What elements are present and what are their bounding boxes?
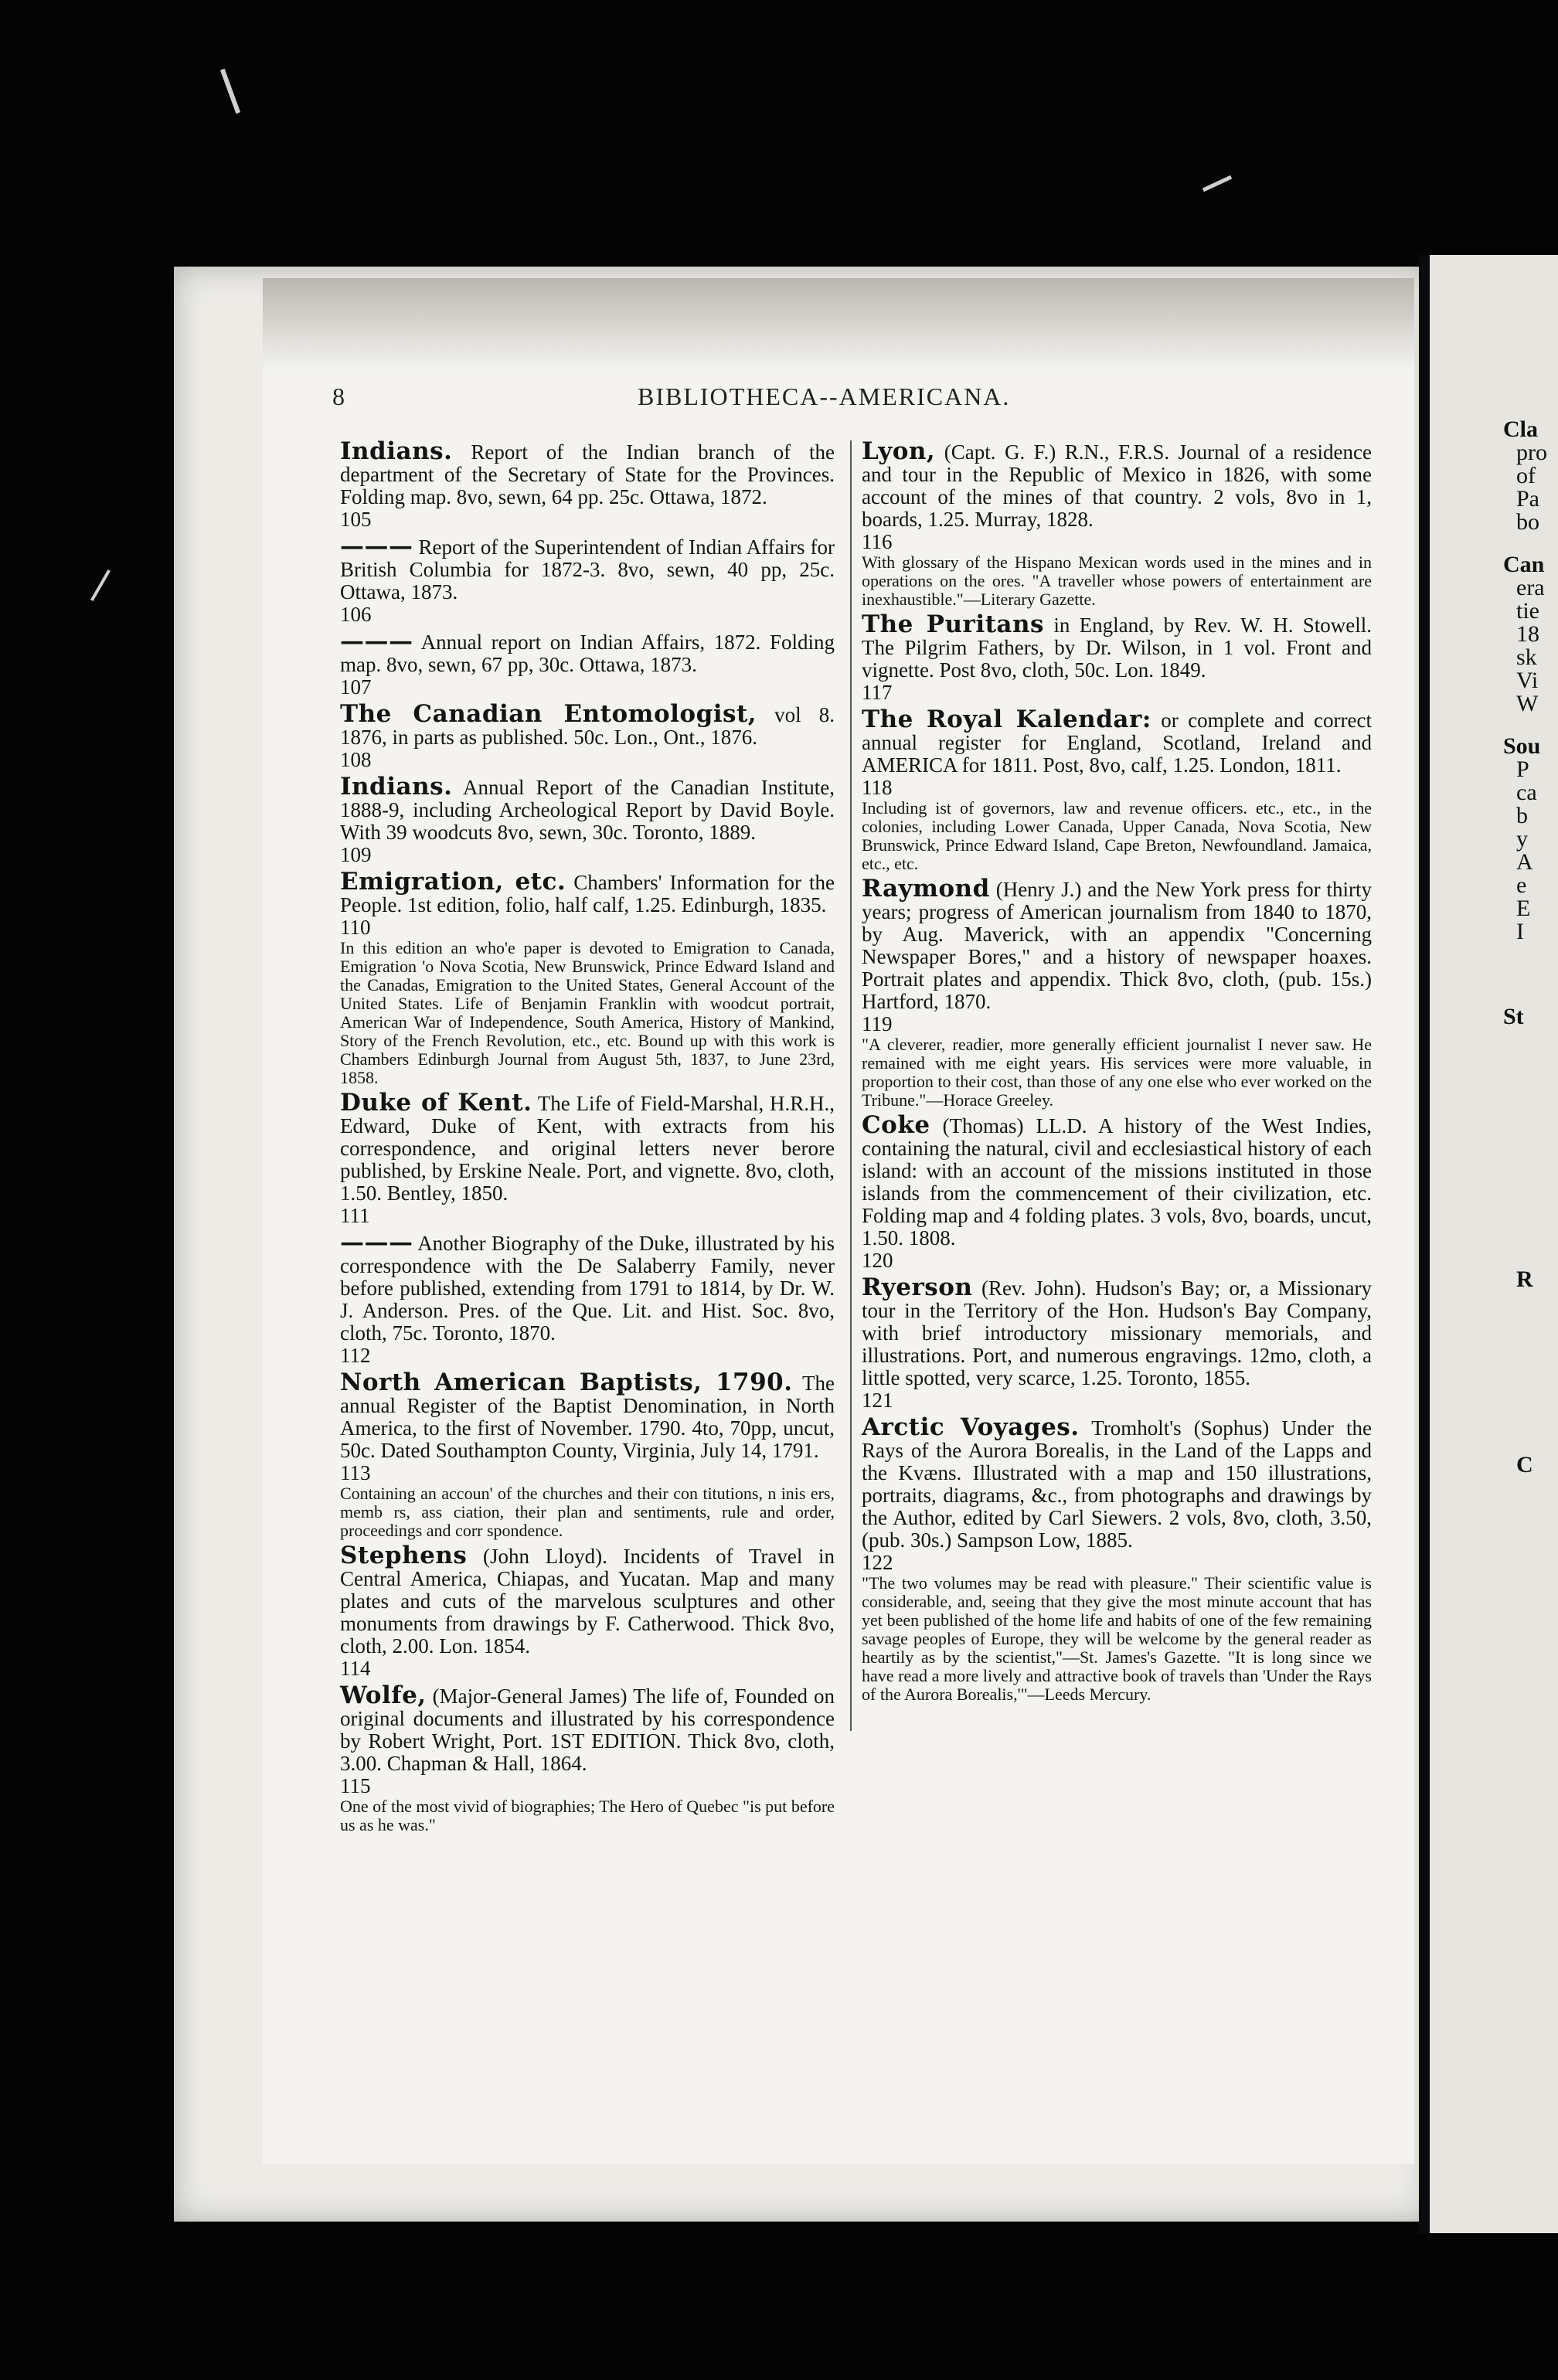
- catalogue-entry: [862, 1273, 1372, 1412]
- page-number: 8: [332, 382, 346, 410]
- entry-number: 110: [340, 916, 371, 939]
- entry-text: The Life of Field-Marshal, H.R.H., Edward, Duke of Kent, with extracts from his correspondence, and original letters never berore published, by Erskine Neale. Port, and vignette. 8vo, cloth, 1.50. Bentley, 1850.: [340, 1092, 835, 1205]
- adjacent-page-fragment: ca: [1516, 780, 1537, 805]
- entry-text: vol 8. 1876, in parts as published. 50c. Lon., Ont., 1876.: [340, 703, 835, 749]
- adjacent-page-fragment: W: [1516, 691, 1539, 716]
- entry-headword: The Puritans: [862, 610, 1045, 638]
- entry-number: 120: [862, 1249, 893, 1272]
- entry-number: 112: [340, 1344, 371, 1367]
- adjacent-page-fragment: bo: [1516, 509, 1539, 535]
- adjacent-page-fragment: sk: [1516, 644, 1537, 670]
- entry-number: 113: [340, 1461, 371, 1484]
- scan-speck: [1203, 175, 1232, 192]
- entry-text: Report of the Indian branch of the department of the Secretary of State for the Provinces. Folding map. 8vo, sewn, 64 pp. 25c. Ottawa, 1872.: [340, 440, 835, 508]
- entry-text: or complete and correct annual register for England, Scotland, Ireland and AMERICA for 1811. Post, 8vo, calf, 1.25. London, 1811.: [862, 709, 1372, 777]
- entry-note: "The two volumes may be read with pleasure." Their scientific value is considerable, and, seeing that they give the most minute account that has yet been published of the home life and habits of one of the few remaining savage peoples of Europe, they will be welcome by the general reader as heartily as by the scientist,"—St. James's Gazette. "It is long since we have read a more lively and attractive book of travels than 'Under the Rays of the Aurora Borealis,'"—Leeds Mercury.: [862, 1573, 1372, 1704]
- entry-headword: Stephens: [340, 1542, 468, 1569]
- column-rule: [850, 440, 852, 1731]
- catalogue-entry: [862, 1413, 1372, 1704]
- entry-text: (Capt. G. F.) R.N., F.R.S. Journal of a residence and tour in the Republic of Mexico in 1826, with some account of the mines of that country. 2 vols, 8vo in 1, boards, 1.25. Murray, 1828.: [862, 440, 1372, 531]
- catalogue-entry: [862, 437, 1372, 609]
- entry-note: "A cleverer, readier, more generally efficient journalist I never saw. He remained with me eight years. His services were more valuable, in proportion to their cost, than those of any one else who ever worked on the Tribune."—Horace Greeley.: [862, 1035, 1372, 1110]
- entry-note: One of the most vivid of biographies; The Hero of Quebec "is put before us as he was.": [340, 1797, 835, 1834]
- entry-text: (Thomas) LL.D. A history of the West Indies, containing the natural, civil and ecclesiastical history of each island: with an account of the missions instituted in those islands from the commencement of their civilization, etc. Folding map and 4 folding plates. 3 vols, 8vo, boards, uncut, 1.50. 1808.: [862, 1114, 1373, 1250]
- entry-paragraph: [862, 437, 1372, 531]
- entry-text: (Major-General James) The life of, Founded on original documents and illustrated by his correspondence by Robert Wright, Port. 1ST EDITION. Thick 8vo, cloth, 3.00. Chapman & Hall, 1864.: [340, 1685, 835, 1775]
- entry-paragraph: [862, 1413, 1372, 1552]
- entry-number: 108: [340, 748, 372, 771]
- entry-number: 107: [340, 675, 372, 699]
- page-top-shadow: [263, 278, 1414, 371]
- entry-text: Annual Report of the Canadian Institute, 1888-9, including Archeological Report by David Boyle. With 39 woodcuts 8vo, sewn, 30c. Toronto, 1889.: [340, 776, 835, 844]
- adjacent-page-fragment: Can: [1503, 552, 1545, 577]
- entry-paragraph: [340, 700, 835, 749]
- entry-number: 121: [862, 1389, 893, 1412]
- entry-text: Another Biography of the Duke, illustrated by his correspondence with the De Salaberry Family, never before published, extending from 1791 to 1814, by Dr. W. J. Anderson. Pres. of the Que. Lit. and Hist. Soc. 8vo, cloth, 75c. Toronto, 1870.: [340, 1232, 835, 1345]
- catalogue-entry: [340, 1681, 835, 1834]
- catalogue-entry: [340, 1542, 835, 1680]
- entry-paragraph: [340, 1089, 835, 1205]
- entry-headword: Raymond: [862, 875, 990, 903]
- adjacent-page-fragment: era: [1516, 575, 1545, 600]
- right-column: [862, 437, 1373, 1708]
- entry-text: The annual Register of the Baptist Denomination, in North America, to the first of November. 1790. 4to, 70pp, uncut, 50c. Dated Southampton County, Virginia, July 14, 1791.: [340, 1372, 835, 1462]
- entry-headword: ———: [340, 532, 413, 560]
- entry-number: 119: [862, 1012, 893, 1035]
- entry-headword: Wolfe,: [340, 1681, 427, 1709]
- entry-paragraph: [862, 706, 1372, 777]
- running-header: [332, 382, 1430, 421]
- adjacent-page-fragment: Cla: [1503, 416, 1538, 442]
- catalogue-entry: [340, 437, 835, 531]
- adjacent-page-fragment: I: [1516, 919, 1524, 944]
- entry-headword: Emigration, etc.: [340, 868, 566, 896]
- entry-text: Report of the Superintendent of Indian Affairs for British Columbia for 1872-3. 8vo, sewn, 40 pp, 25c. Ottawa, 1873.: [340, 536, 835, 604]
- adjacent-page-fragment: of: [1516, 463, 1536, 488]
- adjacent-page-fragment: P: [1516, 756, 1529, 782]
- entry-headword: Duke of Kent.: [340, 1089, 532, 1117]
- entry-paragraph: [862, 875, 1373, 1013]
- entry-number: 116: [862, 530, 893, 553]
- catalogue-entry: [340, 868, 835, 1087]
- entry-text: Annual report on Indian Affairs, 1872. Folding map. 8vo, sewn, 67 pp, 30c. Ottawa, 1873.: [340, 631, 835, 676]
- running-title: BIBLIOTHECA--AMERICANA.: [638, 382, 1011, 410]
- catalogue-entry: [340, 700, 835, 771]
- catalogue-entry: [862, 610, 1372, 704]
- catalogue-entry: [862, 706, 1372, 873]
- adjacent-page-fragment: tie: [1516, 598, 1539, 624]
- entry-headword: ———: [340, 1229, 413, 1256]
- entry-text: (John Lloyd). Incidents of Travel in Central America, Chiapas, and Yucatan. Map and many plates and cuts of the marvelous sculptures and other monuments from drawings by F. Catherwood. Thick 8vo, cloth, 2.00. Lon. 1854.: [340, 1545, 835, 1658]
- entry-text: (Rev. John). Hudson's Bay; or, a Missionary tour in the Territory of the Hon. Hudson's Bay Company, with brief introductory missionary memorials, and illustrations. Port, and numerous engravings. 12mo, cloth, a little spotted, very scarce, 1.25. Toronto, 1855.: [862, 1277, 1372, 1389]
- entry-number: 111: [340, 1204, 370, 1227]
- entry-headword: Arctic Voyages.: [862, 1413, 1080, 1441]
- entry-paragraph: [340, 773, 835, 844]
- entry-number: 117: [862, 681, 893, 704]
- entry-paragraph: [340, 1229, 835, 1345]
- entry-number: 106: [340, 603, 372, 626]
- adjacent-page-fragment: Sou: [1503, 733, 1541, 759]
- catalogue-entry: [340, 627, 835, 699]
- entry-headword: Lyon,: [862, 437, 936, 465]
- entry-headword: Coke: [862, 1111, 930, 1139]
- catalogue-entry: [862, 1111, 1373, 1272]
- left-column: [340, 437, 835, 1839]
- entry-paragraph: [340, 437, 835, 508]
- entry-headword: The Canadian Entomologist,: [340, 700, 757, 728]
- entry-paragraph: [862, 610, 1372, 682]
- entry-paragraph: [340, 532, 835, 604]
- entry-text: in England, by Rev. W. H. Stowell. The Pilgrim Fathers, by Dr. Wilson, in 1 vol. Front and vignette. Post 8vo, cloth, 50c. Lon. 1849.: [862, 614, 1372, 682]
- entry-paragraph: [340, 1542, 835, 1658]
- adjacent-page-fragment: St: [1503, 1004, 1524, 1029]
- catalogue-entry: [862, 875, 1373, 1110]
- entry-number: 114: [340, 1657, 371, 1680]
- entry-text: Chambers' Information for the People. 1st edition, folio, half calf, 1.25. Edinburgh, 1835.: [340, 871, 835, 916]
- adjacent-page-fragment: Pa: [1516, 486, 1539, 512]
- entry-note: With glossary of the Hispano Mexican words used in the mines and in operations on the ores. "A traveller whose powers of entertainment are inexhaustible."—Literary Gazette.: [862, 552, 1372, 609]
- entry-number: 105: [340, 508, 372, 531]
- entry-note: Including ist of governors, law and revenue officers. etc., etc., in the colonies, including Lower Canada, Upper Canada, Nova Scotia, New Brunswick, Prince Edward Island, Cape Breton, Newfoundland. Jamaica, etc., etc.: [862, 798, 1372, 873]
- adjacent-page-fragment: pro: [1516, 440, 1547, 465]
- adjacent-page-fragment: 18: [1516, 621, 1539, 647]
- catalogue-entry: [340, 773, 835, 866]
- entry-note: Containing an accoun' of the churches and their con titutions, n inis ers, memb rs, ass ciation, their plan and sentiments, rule and order, proceedings and corr spondence.: [340, 1484, 835, 1540]
- entry-headword: Indians.: [340, 773, 453, 801]
- entry-headword: North American Baptists, 1790.: [340, 1368, 793, 1396]
- catalogue-entry: [340, 1089, 835, 1227]
- entry-number: 115: [340, 1774, 371, 1797]
- entry-number: 109: [340, 843, 372, 866]
- catalogue-entry: [340, 532, 835, 626]
- entry-paragraph: [340, 868, 835, 916]
- entry-number: 122: [862, 1551, 893, 1574]
- entry-paragraph: [340, 1368, 835, 1462]
- entry-text: Tromholt's (Sophus) Under the Rays of the Aurora Borealis, in the Land of the Lapps and the Kvæns. Illustrated with a map and 150 illustrations, portraits, diagrams, &c., from photographs and drawings by the Author, edited by Carl Siewers. 2 vols, 8vo, cloth, 3.50, (pub. 30s.) Sampson Low, 1885.: [862, 1416, 1372, 1552]
- entry-headword: Indians.: [340, 437, 453, 465]
- adjacent-page-fragment: y: [1516, 826, 1528, 852]
- entry-paragraph: [862, 1273, 1372, 1389]
- entry-paragraph: [862, 1111, 1373, 1250]
- adjacent-page-fragment: A: [1516, 849, 1533, 875]
- entry-number: 118: [862, 776, 893, 799]
- entry-paragraph: [340, 627, 835, 676]
- adjacent-page-fragment: C: [1516, 1452, 1533, 1477]
- entry-headword: The Royal Kalendar:: [862, 706, 1151, 733]
- catalogue-entry: [340, 1229, 835, 1367]
- adjacent-page: [1430, 255, 1558, 2233]
- entry-text: (Henry J.) and the New York press for thirty years; progress of American journalism from 1840 to 1870, by Aug. Maverick, with an appendix "Concerning Newspaper Bores," and a history of newspaper hoaxes. Portrait plates and appendix. Thick 8vo, cloth, (pub. 15s.) Hartford, 1870.: [862, 878, 1373, 1013]
- entry-headword: ———: [340, 627, 413, 655]
- adjacent-page-fragment: Vi: [1516, 668, 1539, 693]
- adjacent-page-fragment: e: [1516, 872, 1527, 898]
- adjacent-page-fragment: b: [1516, 803, 1528, 828]
- entry-note: In this edition an who'e paper is devoted to Emigration to Canada, Emigration 'o Nova Scotia, New Brunswick, Prince Edward Island and the Canadas, Emigration to the United States, General Account of the United States. Life of Benjamin Franklin with woodcut portrait, American War of Independence, South America, History of Mankind, Story of the French Revolution, etc., etc. Bound up with this work is Chambers Edinburgh Journal from August 5th, 1837, to June 23rd, 1858.: [340, 938, 835, 1087]
- catalogue-entry: [340, 1368, 835, 1540]
- scan-speck: [220, 69, 240, 114]
- scan-speck: [90, 570, 111, 601]
- entry-paragraph: [340, 1681, 835, 1775]
- entry-headword: Ryerson: [862, 1273, 973, 1301]
- adjacent-page-fragment: E: [1516, 896, 1531, 921]
- adjacent-page-fragment: R: [1516, 1266, 1533, 1292]
